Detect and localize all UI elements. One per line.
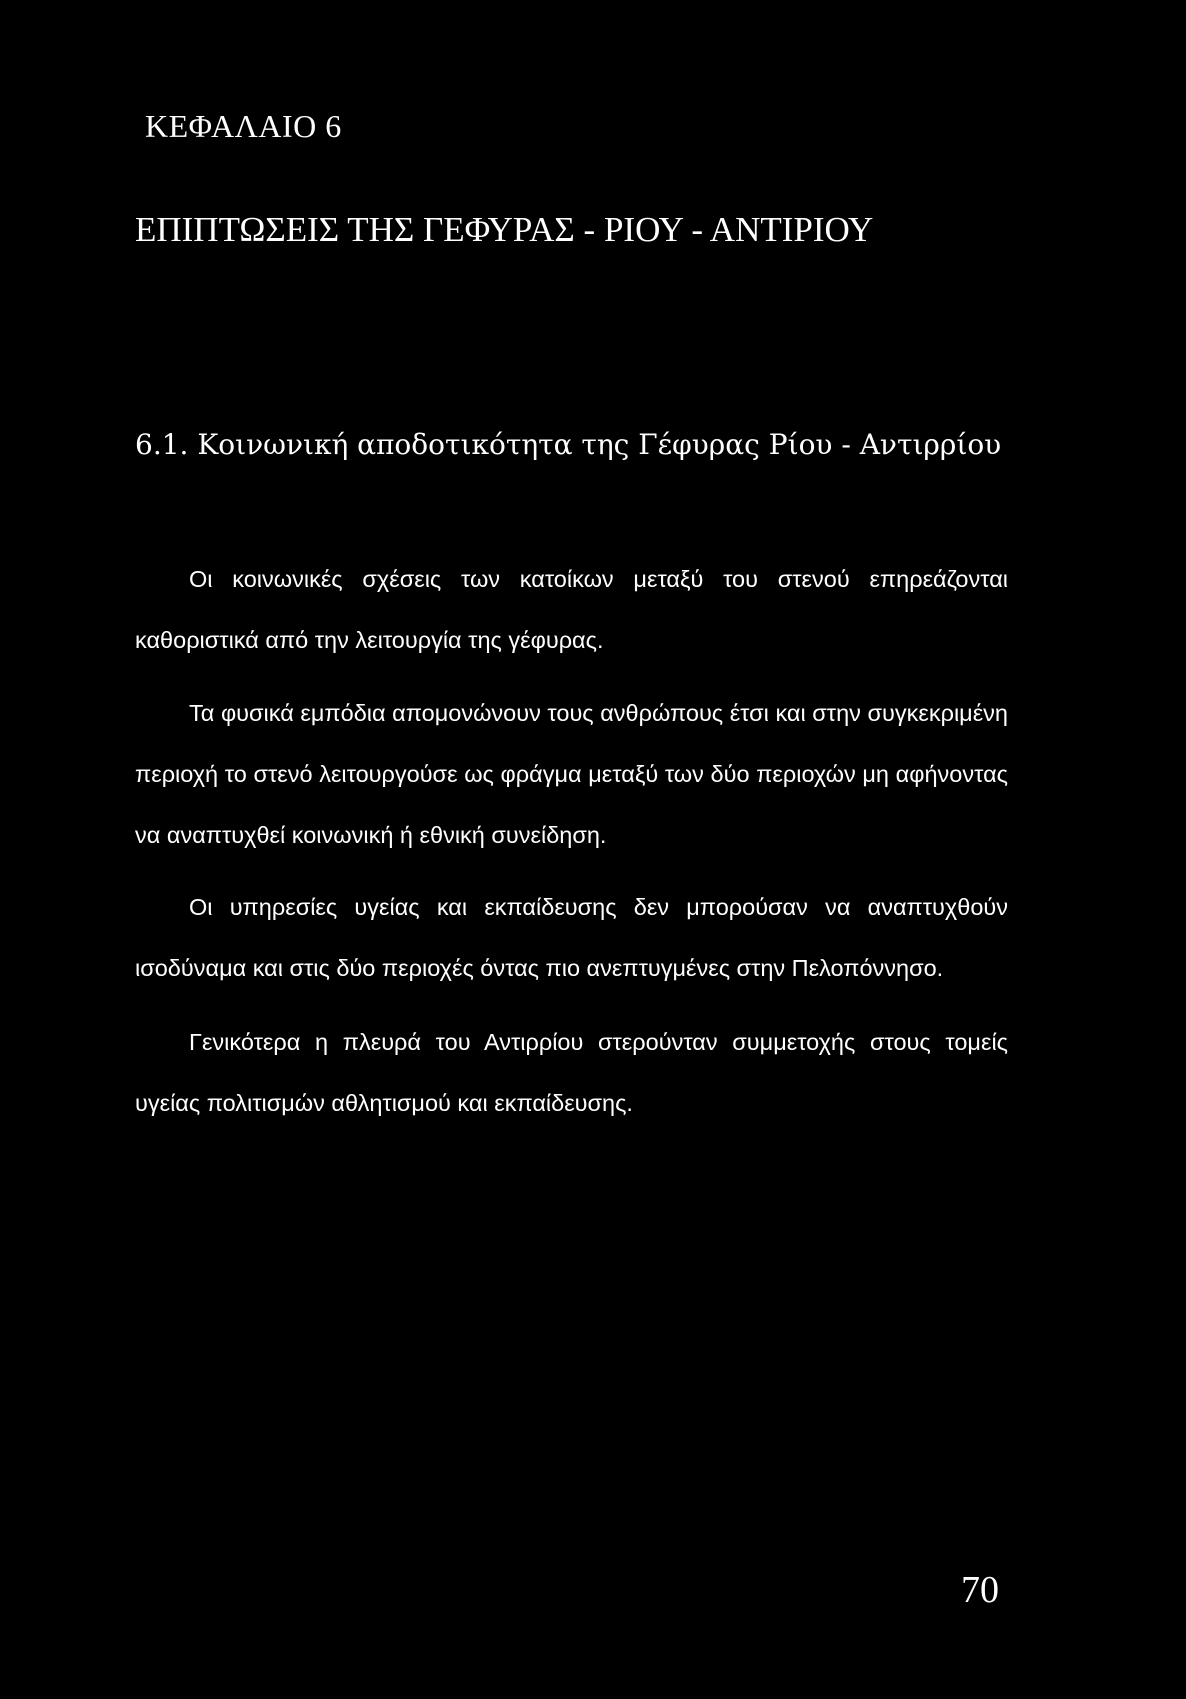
paragraph-3: Οι υπηρεσίες υγείας και εκπαίδευσης δεν μπορούσαν να αναπτυχθούν ισοδύναμα και στις δύο περιοχές όντας πιο ανεπτυγμένες στην Πελοπόννησο. (135, 894, 1008, 981)
paragraph-1: Οι κοινωνικές σχέσεις των κατοίκων μεταξύ του στενού επηρεάζονται καθοριστικά από την λειτουργία της γέφυρας. (135, 566, 1008, 653)
paragraph-4: Γενικότερα η πλευρά του Αντιρρίου στερούνταν συμμετοχής στους τομείς υγείας πολιτισμών αθλητισμού και εκπαίδευσης. (135, 1029, 1008, 1116)
chapter-title: ΕΠΙΠΤΩΣΕΙΣ ΤΗΣ ΓΕΦΥΡΑΣ - ΡΙΟΥ - ΑΝΤΙΡΙΟΥ (135, 210, 874, 249)
page-number: 70 (961, 1569, 999, 1611)
paragraph-2: Τα φυσικά εμπόδια απομονώνουν τους ανθρώπους έτσι και στην συγκεκριμένη περιοχή το στενό λειτουργούσε ως φράγμα μεταξύ των δύο περιοχών μη αφήνοντας να αναπτυχθεί κοινωνική ή εθνική συνείδηση. (135, 700, 1008, 848)
section-heading: 6.1. Κοινωνική αποδοτικότητα της Γέφυρας Ρίου - Αντιρρίου (135, 428, 1002, 461)
chapter-label: ΚΕΦΑΛΑΙΟ 6 (145, 108, 342, 144)
